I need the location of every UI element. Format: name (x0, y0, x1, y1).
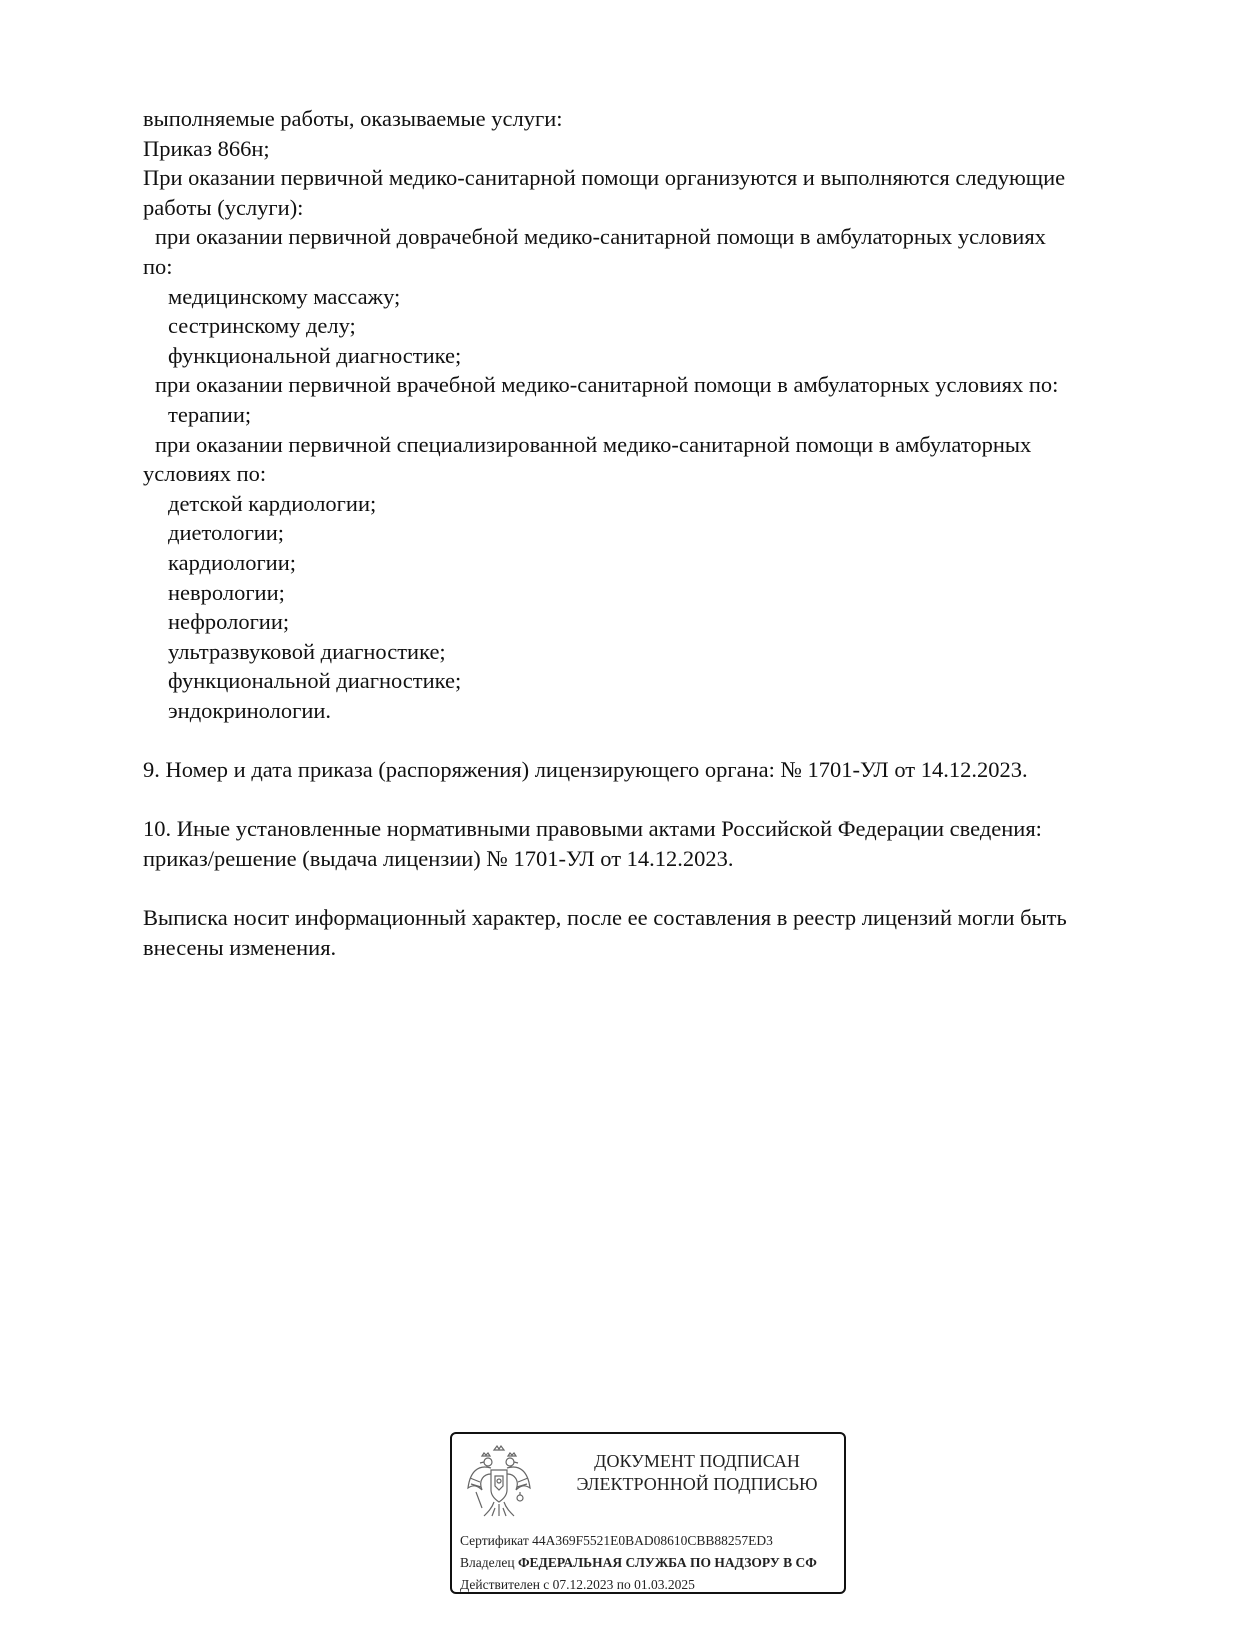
list-item: сестринскому делу; (168, 313, 356, 339)
certificate-row (460, 1530, 817, 1552)
electronic-signature-stamp (450, 1432, 846, 1594)
item-10-line: приказ/решение (выдача лицензии) № 1701-УЛ от 14.12.2023. (143, 845, 734, 871)
text-line: условиях по: (143, 461, 267, 487)
document-body (143, 104, 1143, 962)
text-line: Приказ 866н; (143, 135, 270, 161)
text-line: При оказании первичной медико-санитарной помощи организуются и выполняются следующие (143, 165, 1066, 191)
text-line: по: (143, 253, 173, 279)
certificate-value: 44A369F5521E0BAD08610CBB88257ED3 (532, 1533, 773, 1548)
owner-label: Владелец (460, 1555, 515, 1570)
text-line: при оказании первичной специализированной медико-санитарной помощи в амбулаторных (155, 431, 1032, 457)
owner-row (460, 1552, 817, 1574)
list-item: функциональной диагностике; (168, 668, 462, 694)
text-line: работы (услуги): (143, 194, 304, 220)
text-line: выполняемые работы, оказываемые услуги: (143, 106, 563, 131)
list-item: диетологии; (168, 520, 285, 546)
list-item: неврологии; (168, 579, 285, 605)
validity-row: Действителен с 07.12.2023 по 01.03.2025 (460, 1577, 695, 1592)
note-line: внесены изменения. (143, 934, 337, 960)
spacer (143, 725, 1143, 755)
text-line: при оказании первичной врачебной медико-санитарной помощи в амбулаторных условиях по: (155, 372, 1059, 398)
stamp-title (552, 1450, 842, 1496)
stamp-details (460, 1530, 817, 1594)
note-line: Выписка носит информационный характер, после ее составления в реестр лицензий могли быть (143, 905, 1067, 931)
list-item: кардиологии; (168, 549, 297, 575)
item-9: 9. Номер и дата приказа (распоряжения) лицензирующего органа: № 1701-УЛ от 14.12.2023. (143, 757, 1028, 783)
list-item: медицинскому массажу; (168, 283, 401, 309)
list-item: детской кардиологии; (168, 490, 377, 516)
text-line: при оказании первичной доврачебной медико-санитарной помощи в амбулаторных условиях (155, 224, 1046, 250)
owner-value: ФЕДЕРАЛЬНАЯ СЛУЖБА ПО НАДЗОРУ В СФ (517, 1555, 817, 1570)
list-item: эндокринологии. (168, 697, 332, 723)
russian-coat-of-arms-icon (464, 1444, 534, 1522)
list-item: ультразвуковой диагностике; (168, 638, 446, 664)
stamp-title-line: ЭЛЕКТРОННОЙ ПОДПИСЬЮ (576, 1474, 818, 1494)
stamp-title-line: ДОКУМЕНТ ПОДПИСАН (594, 1451, 800, 1471)
spacer (143, 873, 1143, 903)
list-item: функциональной диагностике; (168, 342, 462, 368)
spacer (143, 785, 1143, 815)
item-10-line: 10. Иные установленные нормативными правовыми актами Российской Федерации сведения: (143, 816, 1042, 842)
list-item: нефрологии; (168, 609, 290, 635)
certificate-label: Сертификат (460, 1533, 529, 1548)
list-item: терапии; (168, 401, 252, 427)
